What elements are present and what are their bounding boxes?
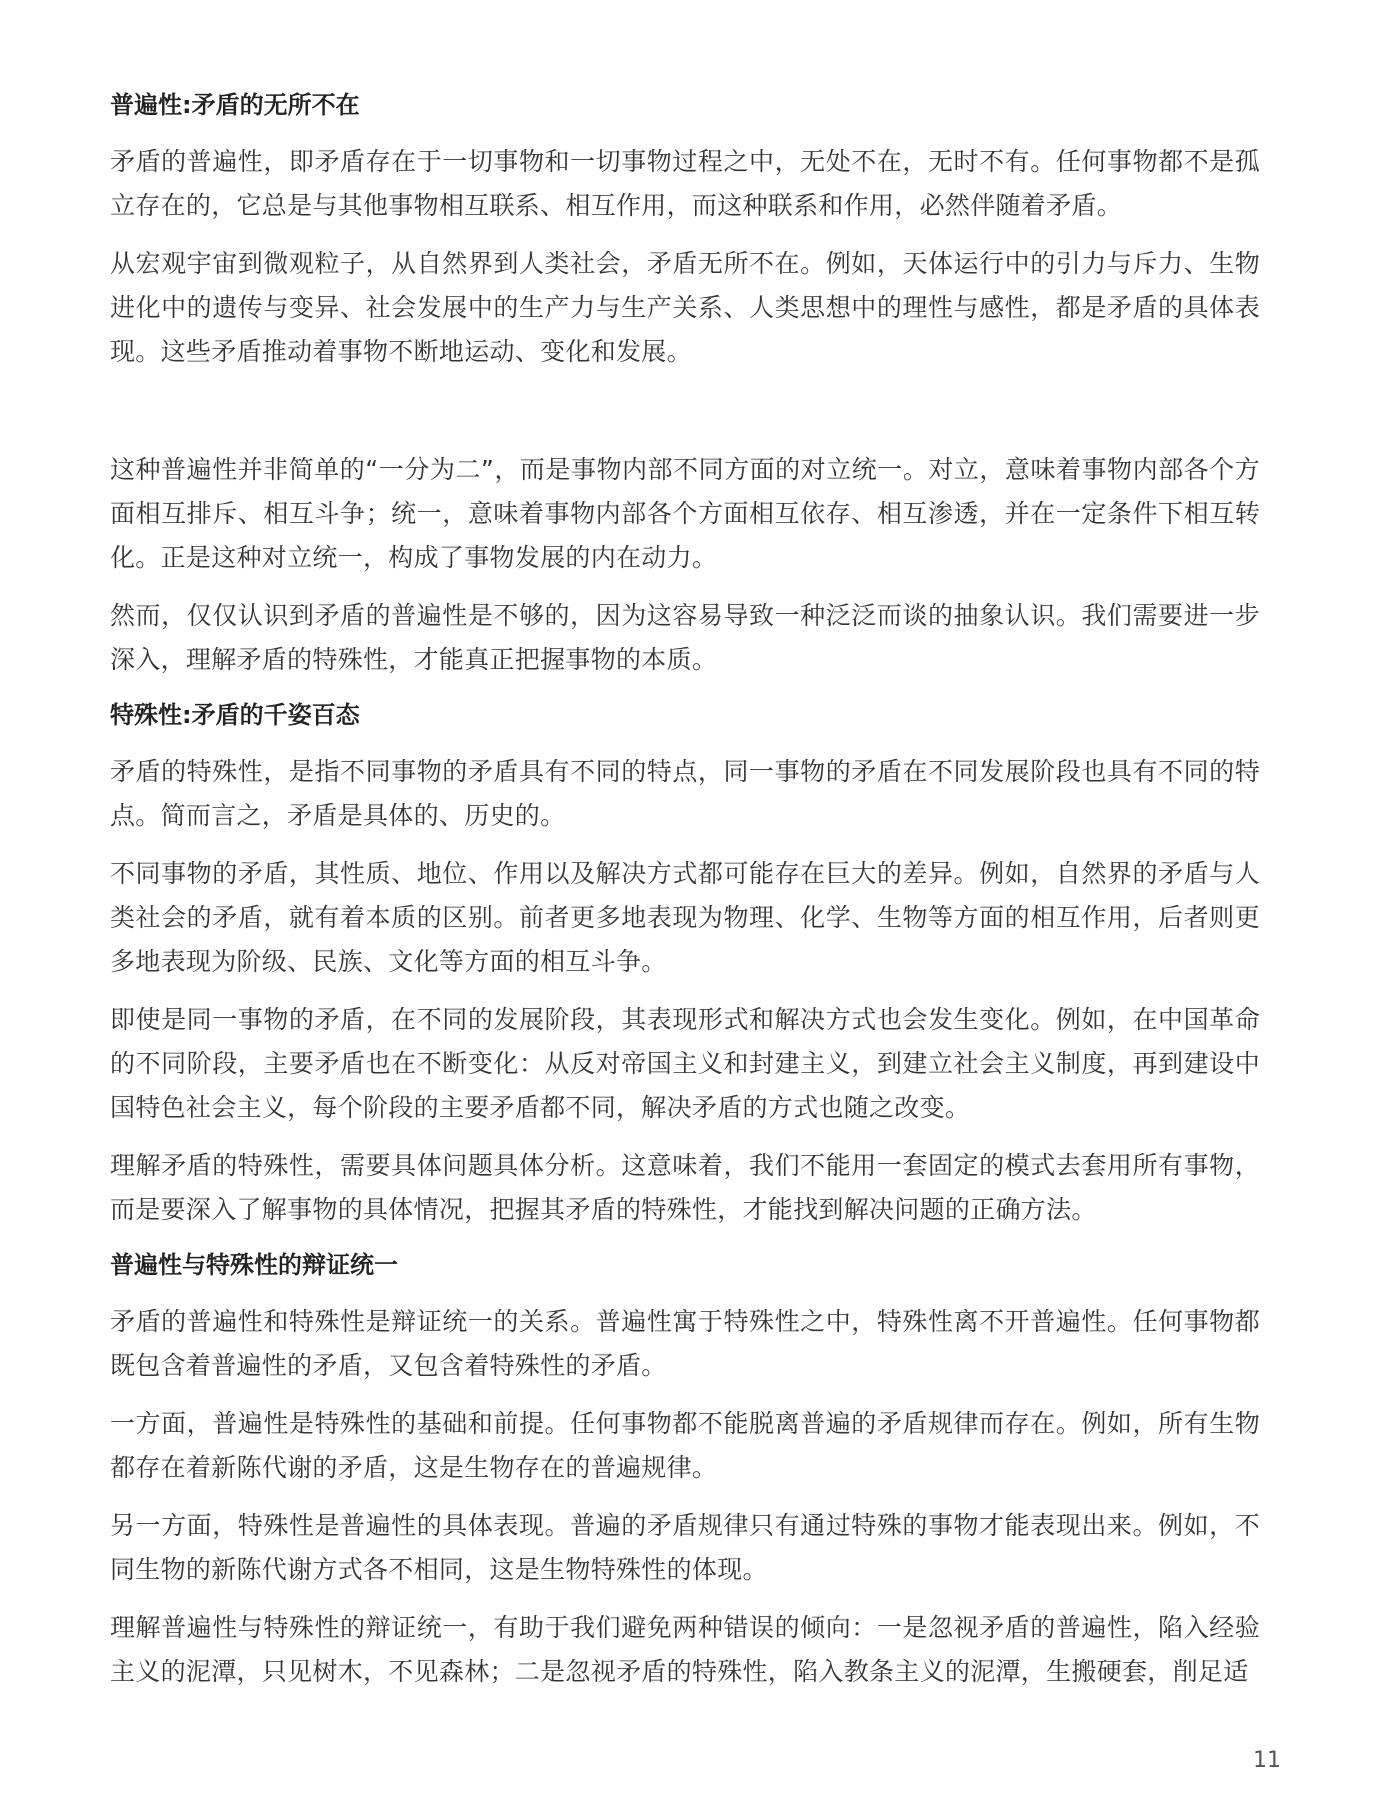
paragraph: 另一方面，特殊性是普遍性的具体表现。普遍的矛盾规律只有通过特殊的事物才能表现出来。例如，不同生物的新陈代谢方式各不相同，这是生物特殊性的体现。 xyxy=(110,1511,1260,1584)
paragraph: 理解普遍性与特殊性的辩证统一，有助于我们避免两种错误的倾向：一是忽视矛盾的普遍性，陷入经验主义的泥潭，只见树木，不见森林；二是忽视矛盾的特殊性，陷入教条主义的泥潭，生搬硬套，削足适 xyxy=(110,1613,1260,1686)
paragraph: 即使是同一事物的矛盾，在不同的发展阶段，其表现形式和解决方式也会发生变化。例如，在中国革命的不同阶段，主要矛盾也在不断变化：从反对帝国主义和封建主义，到建立社会主义制度，再到建设中国特色社会主义，每个阶段的主要矛盾都不同，解决矛盾的方式也随之改变。 xyxy=(110,1005,1260,1122)
paragraph: 矛盾的普遍性，即矛盾存在于一切事物和一切事物过程之中，无处不在，无时不有。任何事物都不是孤立存在的，它总是与其他事物相互联系、相互作用，而这种联系和作用，必然伴随着矛盾。 xyxy=(110,147,1260,220)
paragraph: 从宏观宇宙到微观粒子，从自然界到人类社会，矛盾无所不在。例如，天体运行中的引力与斥力、生物进化中的遗传与变异、社会发展中的生产力与生产关系、人类思想中的理性与感性，都是矛盾的具体表现。这些矛盾推动着事物不断地运动、变化和发展。 xyxy=(110,249,1260,366)
paragraph: 矛盾的特殊性，是指不同事物的矛盾具有不同的特点，同一事物的矛盾在不同发展阶段也具有不同的特点。简而言之，矛盾是具体的、历史的。 xyxy=(110,757,1260,830)
page-number: 11 xyxy=(1253,1748,1281,1773)
document-page xyxy=(110,86,1260,1708)
paragraph: 理解矛盾的特殊性，需要具体问题具体分析。这意味着，我们不能用一套固定的模式去套用所有事物，而是要深入了解事物的具体情况，把握其矛盾的特殊性，才能找到解决问题的正确方法。 xyxy=(110,1151,1260,1224)
blank-gap xyxy=(110,388,1260,448)
section-heading-universality: 普遍性:矛盾的无所不在 xyxy=(110,91,360,119)
paragraph: 不同事物的矛盾，其性质、地位、作用以及解决方式都可能存在巨大的差异。例如，自然界的矛盾与人类社会的矛盾，就有着本质的区别。前者更多地表现为物理、化学、生物等方面的相互作用，后者则更多地表现为阶级、民族、文化等方面的相互斗争。 xyxy=(110,859,1260,976)
paragraph: 然而，仅仅认识到矛盾的普遍性是不够的，因为这容易导致一种泛泛而谈的抽象认识。我们需要进一步深入，理解矛盾的特殊性，才能真正把握事物的本质。 xyxy=(110,601,1260,674)
section-heading-dialectical-unity: 普遍性与特殊性的辩证统一 xyxy=(110,1251,398,1279)
paragraph: 这种普遍性并非简单的“一分为二”，而是事物内部不同方面的对立统一。对立，意味着事物内部各个方面相互排斥、相互斗争；统一，意味着事物内部各个方面相互依存、相互渗透，并在一定条件下相互转化。正是这种对立统一，构成了事物发展的内在动力。 xyxy=(110,455,1260,572)
paragraph: 一方面，普遍性是特殊性的基础和前提。任何事物都不能脱离普遍的矛盾规律而存在。例如，所有生物都存在着新陈代谢的矛盾，这是生物存在的普遍规律。 xyxy=(110,1409,1260,1482)
paragraph: 矛盾的普遍性和特殊性是辩证统一的关系。普遍性寓于特殊性之中，特殊性离不开普遍性。任何事物都既包含着普遍性的矛盾，又包含着特殊性的矛盾。 xyxy=(110,1307,1260,1380)
section-heading-particularity: 特殊性:矛盾的千姿百态 xyxy=(110,701,360,729)
